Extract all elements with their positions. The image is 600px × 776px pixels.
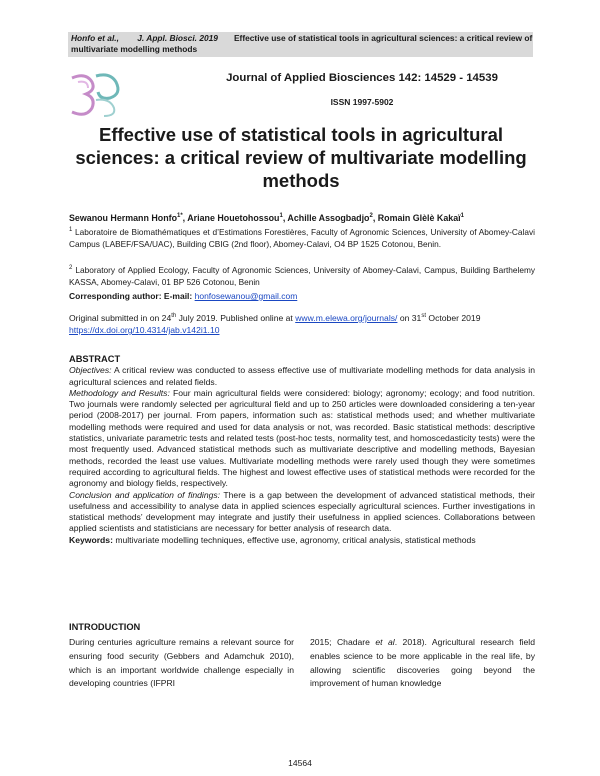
abstract-section — [69, 354, 535, 546]
affiliation-1-num: 1 — [69, 227, 73, 234]
submitted-part4: October 2019 — [426, 313, 481, 323]
author-2: , Ariane Houetohossou — [182, 213, 280, 223]
affiliation-2-num: 2 — [69, 265, 73, 272]
introduction-heading: INTRODUCTION — [69, 622, 141, 632]
author-1-sup: 1* — [177, 213, 183, 220]
keywords-label: Keywords: — [69, 534, 113, 545]
abstract-heading: ABSTRACT — [69, 354, 121, 364]
submission-info — [69, 312, 535, 336]
affiliation-2 — [69, 265, 535, 288]
issn: ISSN 1997-5902 — [330, 97, 394, 107]
submitted-part2: July 2019. Published online at — [176, 313, 296, 323]
author-3: , Achille Assogbadjo — [282, 213, 370, 223]
affiliation-1 — [69, 227, 535, 250]
introduction-right-column — [310, 636, 535, 691]
abstract-conclusion — [69, 490, 535, 535]
submitted-part3: on 31 — [397, 313, 422, 323]
introduction-left-column: During centuries agriculture remains a relevant source for ensuring food security (Gebbers and Adamchuk 2010), which is an important worldwide challenge especially in developing countries (IFPRI — [69, 637, 294, 689]
abstract-methods — [69, 388, 535, 490]
keywords-text: multivariate modelling techniques, effective use, agronomy, critical analysis, statistical methods — [112, 534, 476, 545]
running-header-title-2: multivariate modelling methods — [71, 44, 198, 54]
author-4-sup: 1 — [460, 213, 464, 220]
journal-logo-icon — [66, 70, 126, 120]
author-list — [69, 213, 535, 223]
intro-right-etal: et al — [375, 637, 395, 647]
methods-text: Four main agricultural fields were considered: biology; agronomy; ecology; and food nutrition. Two journals were randomly selected per agricultural field and up to 250 articles were downloaded considering a ten-year period (2008-2017) per journal. From papers, information such as: statistical methods used; and whether multivariate modelling methods were required and used for data analysis or not, was recorded. Basic statistical methods: descriptive statistics, univariate parametric tests and related tests (post-hoc tests, normality test, and homoscedasticity tests) were the most frequently used. Advanced statistical methods such as multivariate descriptive and modelling methods, Bayesian methods, recorded the least use values. Multivariate modelling methods were rarely used though they were sometimes required according to agricultural fields. The highest and lowest effective uses of statistical methods were recorded for the agronomy and biology fields, respectively. — [69, 387, 535, 489]
doi-link[interactable]: https://dx.doi.org/10.4314/jab.v142i1.10 — [69, 325, 220, 335]
affiliation-2-text: Laboratory of Applied Ecology, Faculty of Agronomic Sciences, University of Abomey-Calavi, Campus, Building Barthelemy KASSA, Abomey-Calavi, 01 BP 526 Cotonou, Benin — [69, 265, 536, 287]
submitted-part1: Original submitted in on 24 — [69, 313, 172, 323]
author-2-sup: 1 — [279, 213, 283, 220]
submitted-sup2: st — [421, 313, 427, 320]
corresponding-email-link[interactable]: honfosewanou@gmail.com — [194, 291, 298, 301]
abstract-keywords — [69, 535, 535, 546]
author-3-sup: 2 — [369, 213, 373, 220]
corresponding-label: Corresponding author: E-mail: — [69, 291, 193, 301]
paper-title: Effective use of statistical tools in agricultural sciences: a critical review of multivariate modelling methods — [75, 124, 527, 191]
corresponding-author — [69, 291, 297, 301]
submitted-sup1: th — [171, 313, 177, 320]
conclusion-text: There is a gap between the development of advanced statistical methods, their usefulness and accessibility to analyse data in applied sciences especially agricultural sciences. Further investigations in statistical methods’ development may integrate and justify their usefulness in applied sciences. Collaborations between applied scientists and statisticians are necessary for better analysis of research data. — [69, 489, 535, 534]
affiliation-1-text: Laboratoire de Biomathématiques et d’Estimations Forestières, Faculty of Agronomic Sciences, University of Abomey-Calavi Campus (LABEF/FSA/UAC), Building CBIG (2nd floor), Abomey-Calavi, O4 BP 1525 Cotonou, Benin. — [69, 227, 535, 249]
intro-right-part1: 2015; Chadare — [310, 637, 376, 647]
running-header-authors: Honfo et al., — [71, 33, 119, 43]
methods-label: Methodology and Results: — [69, 387, 170, 398]
running-header-title-1: Effective use of statistical tools in agricultural sciences: a critical review of — [233, 33, 533, 43]
journal-line: Journal of Applied Biosciences 142: 14529 - 14539 — [226, 72, 498, 84]
running-header-journal: J. Appl. Biosci. 2019 — [137, 33, 218, 43]
objectives-text: A critical review was conducted to assess effective use of multivariate modelling methods for data analysis in agricultural sciences and related fields. — [69, 365, 535, 387]
author-4: , Romain Glèlè Kakaï — [372, 213, 461, 223]
journal-url-link[interactable]: www.m.elewa.org/journals/ — [295, 313, 398, 323]
objectives-label: Objectives: — [69, 365, 112, 376]
running-header — [68, 32, 533, 57]
abstract-objectives — [69, 365, 535, 388]
page-number: 14564 — [288, 758, 312, 768]
intro-right-part2: . 2018). Agricultural research field enables science to be more applicable in the real life, by allowing scientific discoveries going beyond the improvement of human knowledge — [310, 637, 535, 689]
author-1: Sewanou Hermann Honfo — [69, 213, 177, 223]
conclusion-label: Conclusion and application of findings: — [69, 489, 221, 500]
